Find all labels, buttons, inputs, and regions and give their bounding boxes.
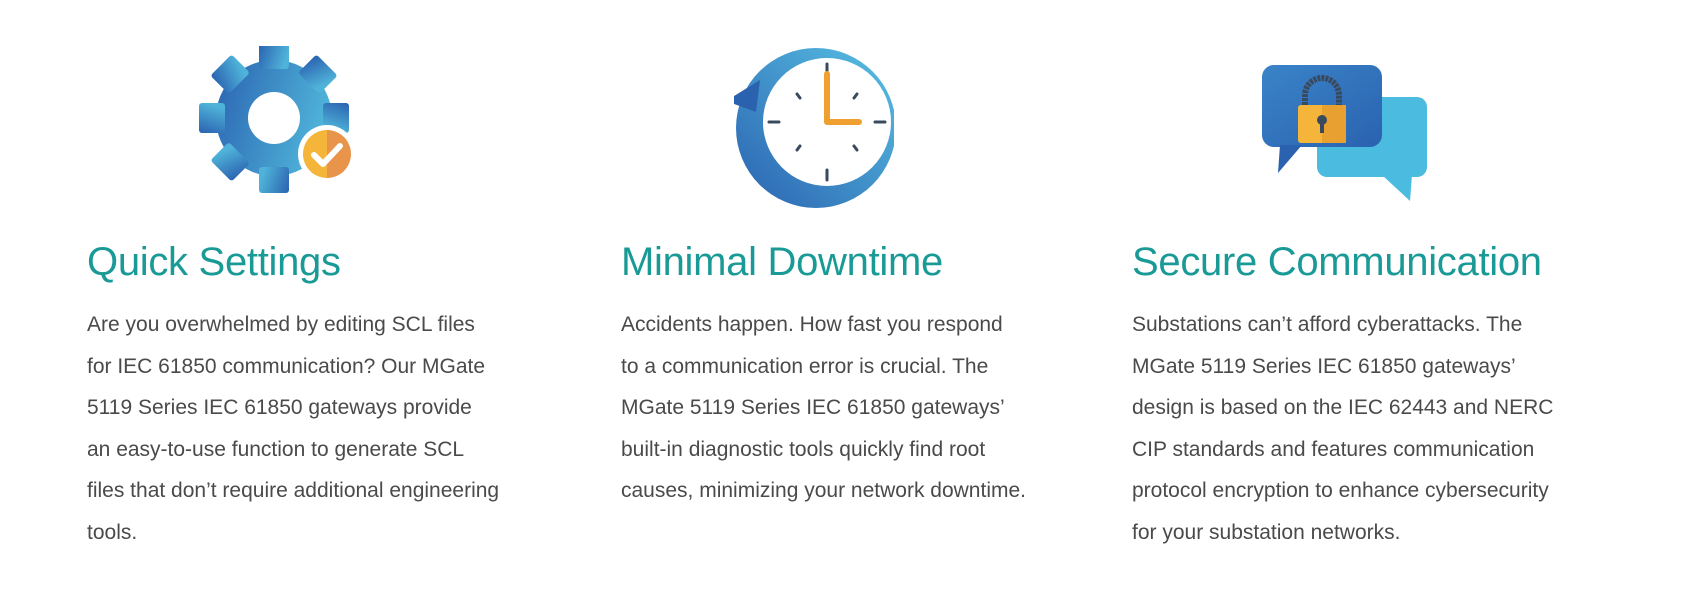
feature-description: Are you overwhelmed by editing SCL files for IEC 61850 communication? Our MGate 5119 Series IEC 61850 gateways provide an easy-to-use function to generate SCL files that don’t require additional engineering tools. <box>87 313 500 544</box>
feature-title: Secure Communication <box>1132 240 1542 284</box>
gear-check-icon <box>199 46 374 206</box>
feature-minimal-downtime <box>621 0 1091 597</box>
feature-title: Minimal Downtime <box>621 240 943 284</box>
feature-description: Accidents happen. How fast you respond to a communication error is crucial. The MGate 5119 Series IEC 61850 gateways’ built-in diagnostic tools quickly find root causes, minimizing your network downtime. <box>621 313 1026 502</box>
lock-chat-icon <box>1262 65 1437 205</box>
check-badge-icon <box>298 125 356 183</box>
clock-icon <box>724 46 894 211</box>
feature-secure-communication <box>1132 0 1612 597</box>
feature-title: Quick Settings <box>87 240 341 284</box>
feature-description: Substations can’t afford cyberattacks. The MGate 5119 Series IEC 61850 gateways’ design is based on the IEC 62443 and NERC CIP standards and features communication protocol encryption to enhance cybersecurity for your substation networks. <box>1132 313 1554 544</box>
feature-quick-settings <box>87 0 557 597</box>
